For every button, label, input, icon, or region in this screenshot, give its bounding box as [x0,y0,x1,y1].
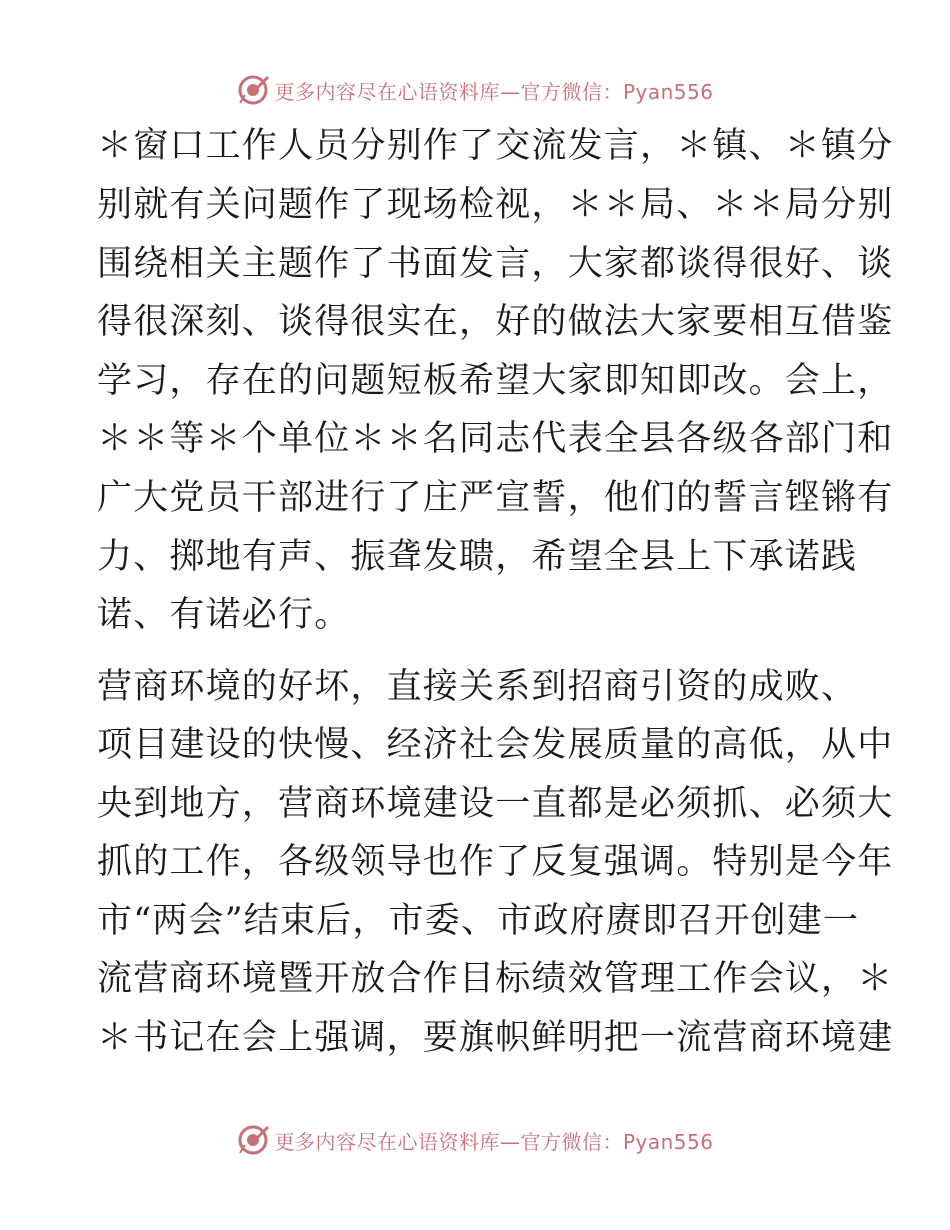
text-line: 流营商环境暨开放合作目标绩效管理工作会议，＊ [97,959,894,999]
text-line: 别就有关问题作了现场检视，＊＊局、＊＊局分别 [97,185,894,225]
text-line: 抓的工作，各级领导也作了反复强调。特别是今年 [97,842,894,882]
text-line: 营商环境的好坏，直接关系到招商引资的成败、 [97,667,858,707]
text-line: 得很深刻、谈得很实在，好的做法大家要相互借鉴 [97,302,894,342]
header-banner [0,70,950,110]
text-line: ＊窗口工作人员分别作了交流发言，＊镇、＊镇分 [97,126,894,166]
text-line: 市“两会”结束后，市委、市政府赓即召开创建一 [97,901,860,941]
text-line: 央到地方，营商环境建设一直都是必须抓、必须大 [97,784,894,824]
text-line: 围绕相关主题作了书面发言，大家都谈得很好、谈 [97,244,894,284]
text-line: 诺、有诺必行。 [97,595,351,635]
text-line: ＊书记在会上强调，要旗帜鲜明把一流营商环境建 [97,1018,894,1058]
footer-banner [0,1120,950,1160]
text-line: 项目建设的快慢、经济社会发展质量的高低，从中 [97,725,894,765]
text-line: 广大党员干部进行了庄严宣誓，他们的誓言铿锵有 [97,478,894,518]
footer-banner-text: 更多内容尽在心语资料库—官方微信：Pyan556 [274,1129,714,1154]
pen-logo-icon [236,73,270,107]
text-line: ＊＊等＊个单位＊＊名同志代表全县各级各部门和 [97,419,894,459]
pen-logo-icon [236,1123,270,1157]
text-line: 力、掷地有声、振聋发聩，希望全县上下承诺践 [97,537,858,577]
header-banner-text: 更多内容尽在心语资料库—官方微信：Pyan556 [274,79,714,104]
text-line: 学习，存在的问题短板希望大家即知即改。会上， [97,361,894,401]
